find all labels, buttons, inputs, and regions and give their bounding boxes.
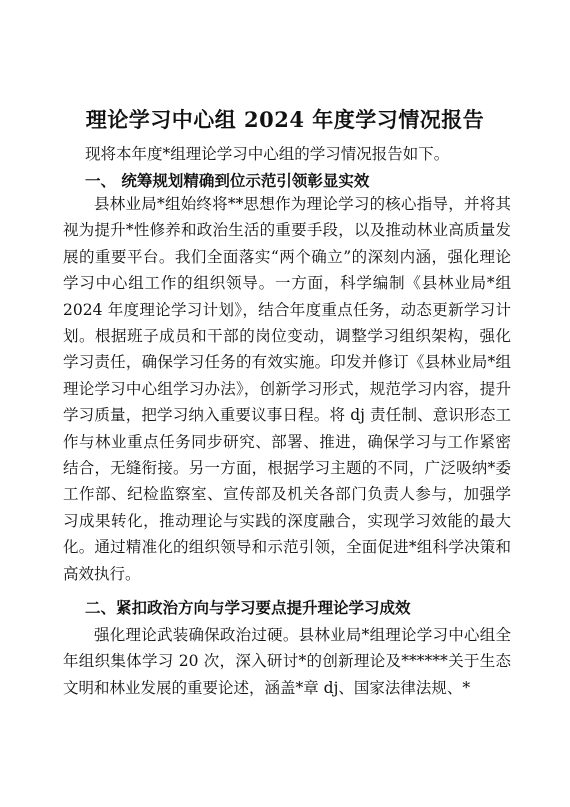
section-1-paragraph: 县林业局*组始终将**思想作为理论学习的核心指导，并将其视为提升*性修养和政治生活的重要手段，以及推动林业高质量发展的重要平台。我们全面落实“两个确立”的深刻内涵，强化理论学习中心组工作的组织领导。一方面，科学编制《县林业局*组 2024 年度理论学习计划》，结合年度重点任务，动态更新学习计划。根据班子成员和干部的岗位变动，调整学习组织架构，强化学习责任，确保学习任务的有效实施。印发并修订《县林业局*组理论学习中心组学习办法》，创新学习形式，规范学习内容，提升学习质量，把学习纳入重要议事日程。将 dj 责任制、意识形态工作与林业重点任务同步研究、部署、推进，确保学习与工作紧密结合，无缝衔接。另一方面，根据学习主题的不同，广泛吸纳*委工作部、纪检监察室、宣传部及机关各部门负责人参与，加强学习成果转化，推动理论与实践的深度融合，实现学习效能的最大化。通过精准化的组织领导和示范引领，全面促进*组科学决策和高效执行。: [63, 195, 511, 583]
section-2-heading: 二、紧扣政治方向与学习要点提升理论学习成效: [85, 598, 411, 617]
document-title: 理论学习中心组 2024 年度学习情况报告: [85, 107, 485, 132]
intro-text: 现将本年度*组理论学习中心组的学习情况报告如下。: [85, 145, 450, 163]
section-2-paragraph: 强化理论武装确保政治过硬。县林业局*组理论学习中心组全年组织集体学习 20 次，深入研讨*的创新理论及******关于生态文明和林业发展的重要论述，涵盖*章 dj、国家法律法规、*: [63, 626, 511, 697]
section-1-heading: 一、 统筹规划精确到位示范引领彰显实效: [85, 171, 370, 190]
